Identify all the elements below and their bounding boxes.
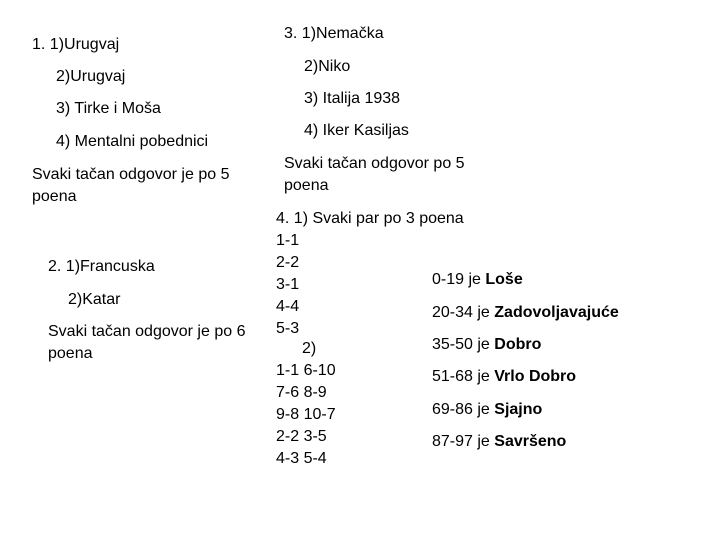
pair-item: 2-2 3-5 bbox=[276, 428, 327, 445]
grade-label: Zadovoljavajuće bbox=[494, 304, 619, 321]
section1-item-2: 2)Urugvaj bbox=[56, 68, 126, 85]
grade-row bbox=[432, 269, 523, 291]
pair-item: 7-6 8-9 bbox=[276, 384, 327, 401]
pair-item: 1-1 bbox=[276, 232, 300, 249]
grade-row bbox=[432, 431, 566, 453]
grade-label: Savršeno bbox=[494, 433, 567, 450]
section2-item-2: 2)Katar bbox=[68, 291, 121, 308]
grade-range: 87-97 je bbox=[432, 433, 495, 450]
grade-label: Dobro bbox=[494, 336, 542, 353]
section3-item-2: 2)Niko bbox=[304, 58, 351, 75]
pair-item: 1-1 6-10 bbox=[276, 362, 336, 379]
grade-range: 69-86 je bbox=[432, 401, 495, 418]
pair-item: 5-3 bbox=[276, 320, 300, 337]
pair-item: 4-4 bbox=[276, 298, 300, 315]
section4-part2-list bbox=[276, 360, 336, 470]
section2-item-1: 2. 1)Francuska bbox=[48, 258, 155, 275]
section3-item-3: 3) Italija 1938 bbox=[304, 90, 401, 107]
grade-row bbox=[432, 366, 576, 388]
section4-header: 4. 1) Svaki par po 3 poena bbox=[276, 210, 464, 227]
grade-row bbox=[432, 334, 541, 356]
section3-item-4: 4) Iker Kasiljas bbox=[304, 122, 409, 139]
pair-item: 2-2 bbox=[276, 254, 300, 271]
grade-range: 20-34 je bbox=[432, 304, 495, 321]
section2-note: Svaki tačan odgovor je po 6 poena bbox=[48, 323, 246, 362]
section4-part2-label: 2) bbox=[302, 340, 317, 357]
pair-item: 9-8 10-7 bbox=[276, 406, 336, 423]
section3-note: Svaki tačan odgovor po 5 poena bbox=[284, 155, 465, 194]
section1-note: Svaki tačan odgovor je po 5 poena bbox=[32, 166, 230, 205]
section3-item-1: 3. 1)Nemačka bbox=[284, 25, 384, 42]
grade-label: Sjajno bbox=[494, 401, 543, 418]
section1-item-4: 4) Mentalni pobednici bbox=[56, 133, 209, 150]
section1-item-3: 3) Tirke i Moša bbox=[56, 100, 161, 117]
grade-range: 0-19 je bbox=[432, 271, 486, 288]
grade-label: Vrlo Dobro bbox=[494, 368, 577, 385]
pair-item: 3-1 bbox=[276, 276, 300, 293]
section1-item-1: 1. 1)Urugvaj bbox=[32, 36, 120, 53]
grade-row bbox=[432, 302, 619, 324]
grade-row bbox=[432, 399, 542, 421]
section4-part1-list bbox=[276, 230, 299, 340]
grade-range: 35-50 je bbox=[432, 336, 495, 353]
grade-label: Loše bbox=[485, 271, 523, 288]
pair-item: 4-3 5-4 bbox=[276, 450, 327, 467]
grade-range: 51-68 je bbox=[432, 368, 495, 385]
